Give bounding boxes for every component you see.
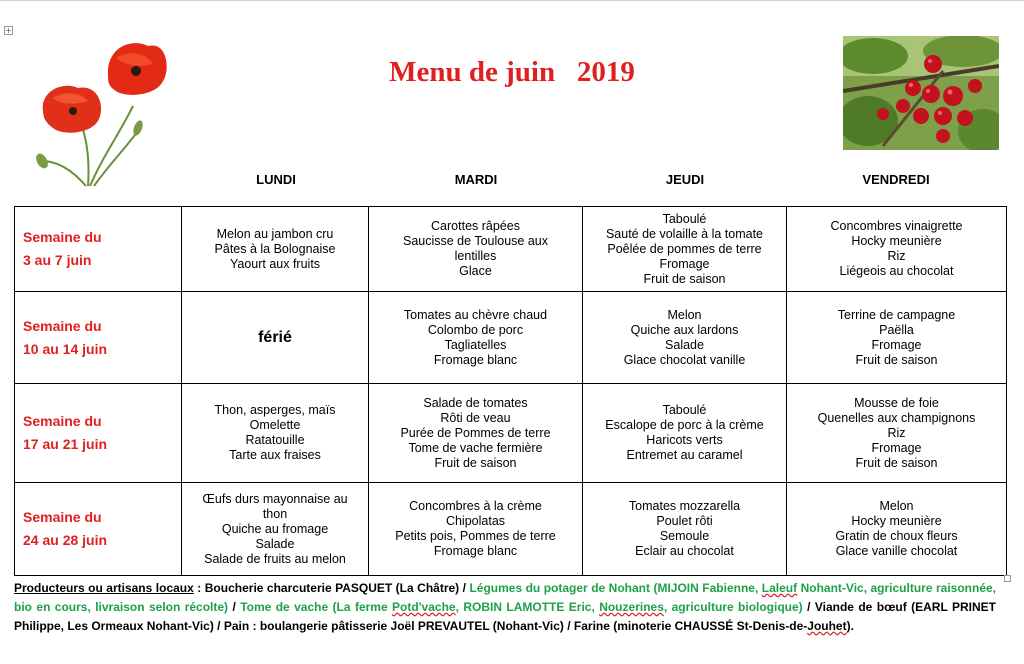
menu-item: Fruit de saison: [434, 455, 517, 470]
producer-cheese-detail: , agriculture biologique): [663, 600, 803, 614]
day-header-mardi: MARDI: [454, 172, 498, 187]
menu-item: Purée de Pommes de terre: [400, 425, 551, 440]
menu-item: Œufs durs mayonnaise au: [202, 491, 348, 506]
day-header-jeudi: JEUDI: [665, 172, 705, 187]
menu-item: Hocky meunière: [851, 234, 942, 248]
menu-item: lentilles: [454, 249, 497, 263]
menu-item: Fromage: [659, 256, 710, 271]
menu-cell-mardi: [369, 384, 583, 483]
menu-item: Escalope de porc à la crème: [605, 418, 764, 432]
menu-item: Riz: [887, 425, 906, 440]
producers-label: Producteurs ou artisans locaux: [14, 581, 194, 595]
menu-cell-vendredi: [787, 207, 1007, 292]
producer-vegetables-place: Laleuf: [761, 581, 798, 595]
menu-item: Glace vanille chocolat: [835, 544, 958, 558]
menu-item: Tomates au chèvre chaud: [403, 307, 548, 322]
table-resize-handle-icon[interactable]: [1004, 575, 1011, 582]
producers-colon: :: [193, 581, 205, 595]
week-label: [15, 207, 182, 292]
menu-item: Salade: [255, 536, 295, 551]
menu-item: Glace chocolat vanille: [623, 352, 746, 367]
table-row: [15, 384, 1007, 483]
menu-item: Carottes râpées: [431, 219, 520, 233]
menu-cell-vendredi: [787, 483, 1007, 576]
menu-item: Fromage blanc: [433, 352, 518, 367]
menu-cell-vendredi: [787, 384, 1007, 483]
menu-item: Liégeois au chocolat: [839, 264, 954, 278]
menu-cell-mardi: [369, 207, 583, 292]
menu-item: Gratin de choux fleurs: [835, 529, 958, 543]
menu-item: Saucisse de Toulouse aux: [402, 234, 548, 248]
holiday-label: férié: [258, 329, 292, 346]
producer-butcher: Boucherie charcuterie PASQUET (La Châtre) /: [204, 581, 470, 595]
menu-cell-lundi: [182, 483, 369, 576]
menu-item: Quiche au fromage: [221, 521, 329, 536]
menu-item: Salade de tomates: [423, 395, 528, 410]
cherries-photo: [843, 36, 999, 150]
week-label: [15, 292, 182, 384]
menu-item: Taboulé: [662, 403, 707, 417]
menu-cell-jeudi: [583, 384, 787, 483]
menu-item: Fromage: [871, 440, 922, 455]
note-end: ).: [846, 619, 854, 633]
menu-item: Quiche aux lardons: [630, 322, 739, 337]
menu-item: Melon: [667, 307, 702, 322]
menu-item: Omelette: [249, 418, 301, 432]
menu-cell-lundi: [182, 207, 369, 292]
week-label: [15, 483, 182, 576]
week-label-dates: 10 au 14 juin: [23, 340, 108, 357]
table-row: [15, 207, 1007, 292]
menu-cell-lundi: [182, 292, 369, 384]
day-header-lundi: LUNDI: [256, 172, 296, 187]
page-title: Menu de juin 2019: [389, 56, 635, 88]
week-label-dates: 3 au 7 juin: [23, 252, 92, 268]
table-row: [15, 483, 1007, 576]
day-header-vendredi: VENDREDI: [862, 172, 930, 187]
table-move-handle-icon[interactable]: +: [5, 26, 12, 35]
menu-item: Concombres vinaigrette: [830, 219, 963, 233]
menu-cell-jeudi: [583, 483, 787, 576]
menu-item: Paëlla: [879, 322, 914, 337]
menu-item: Fruit de saison: [855, 455, 938, 470]
producer-cheese-name: , ROBIN LAMOTTE Eric,: [455, 600, 600, 614]
menu-item: Hocky meunière: [851, 514, 942, 528]
menu-item: Salade: [665, 337, 704, 352]
producer-cheese-farm: Potd'vache: [392, 600, 456, 614]
producer-vegetables: Légumes du potager de Nohant (MIJOIN Fabienne,: [469, 581, 762, 595]
menu-item: Melon: [879, 499, 914, 513]
menu-item: Colombo de porc: [427, 322, 524, 337]
menu-item: Tome de vache fermière: [408, 440, 543, 455]
menu-item: Thon, asperges, maïs: [214, 403, 336, 417]
menu-item: Fruit de saison: [855, 352, 938, 367]
menu-item: Petits pois, Pommes de terre: [395, 529, 556, 543]
menu-item: thon: [262, 506, 288, 521]
menu-item: Melon au jambon cru: [216, 226, 334, 241]
week-label-line: Semaine du: [23, 413, 102, 429]
menu-item: Poulet rôti: [656, 514, 713, 528]
table-row: [15, 292, 1007, 384]
menu-item: Terrine de campagne: [837, 307, 956, 322]
week-label-dates: 24 au 28 juin: [23, 532, 108, 548]
menu-item: Riz: [887, 249, 906, 263]
separator: /: [228, 600, 241, 614]
menu-item: Mousse de foie: [854, 395, 939, 410]
menu-item: Fromage: [871, 337, 922, 352]
menu-item: Ratatouille: [245, 433, 305, 447]
producer-vegetables-detail: Nohant-Vic, agriculture raisonnée, bio en cours, livraison selon récolte): [14, 581, 997, 614]
menu-item: Tagliatelles: [444, 337, 507, 352]
page-top-border: [0, 0, 1024, 1]
menu-item: Yaourt aux fruits: [229, 256, 321, 271]
menu-cell-lundi: [182, 384, 369, 483]
local-producers-note: [14, 579, 996, 636]
menu-item: Tomates mozzarella: [628, 499, 741, 513]
menu-item: Fromage blanc: [433, 544, 518, 558]
producer-meat-bread-flour: / Viande de bœuf (EARL PRINET Philippe, Les Ormeaux Nohant-Vic) / Pain : boulangerie pâtisserie Joël PREVAUTEL (Nohant-Vic) / Farine (minoterie CHAUSSÉ St-Denis-de-: [14, 600, 996, 633]
menu-item: Quenelles aux champignons: [817, 410, 976, 425]
menu-item: Sauté de volaille à la tomate: [605, 226, 764, 241]
menu-item: Semoule: [659, 529, 710, 543]
menu-item: Haricots verts: [646, 433, 723, 447]
menu-item: Fruit de saison: [643, 271, 726, 286]
menu-cell-mardi: [369, 292, 583, 384]
menu-item: Salade de fruits au melon: [204, 551, 346, 566]
menu-item: Glace: [459, 264, 492, 278]
menu-item: Eclair au chocolat: [635, 544, 734, 558]
week-label-line: Semaine du: [23, 509, 102, 525]
producer-flour-place: Jouhet: [807, 619, 847, 633]
producer-cheese-place: Nouzerines: [599, 600, 664, 614]
week-label-line: Semaine du: [23, 229, 102, 245]
menu-cell-jeudi: [583, 207, 787, 292]
menu-item: Chipolatas: [445, 514, 506, 528]
menu-item: Entremet au caramel: [626, 448, 743, 462]
menu-cell-mardi: [369, 483, 583, 576]
week-label-line: Semaine du: [23, 317, 102, 334]
menu-item: Concombres à la crème: [409, 499, 542, 513]
week-label: [15, 384, 182, 483]
menu-item: Rôti de veau: [440, 410, 511, 425]
menu-item: Tarte aux fraises: [229, 448, 321, 462]
producer-cheese: Tome de vache (La ferme: [240, 600, 393, 614]
week-label-dates: 17 au 21 juin: [23, 436, 108, 452]
menu-cell-vendredi: [787, 292, 1007, 384]
menu-cell-jeudi: [583, 292, 787, 384]
menu-item: Taboulé: [662, 211, 707, 226]
menu-item: Poêlée de pommes de terre: [607, 241, 762, 256]
menu-item: Pâtes à la Bolognaise: [214, 241, 336, 256]
menu-table: [14, 206, 1007, 576]
